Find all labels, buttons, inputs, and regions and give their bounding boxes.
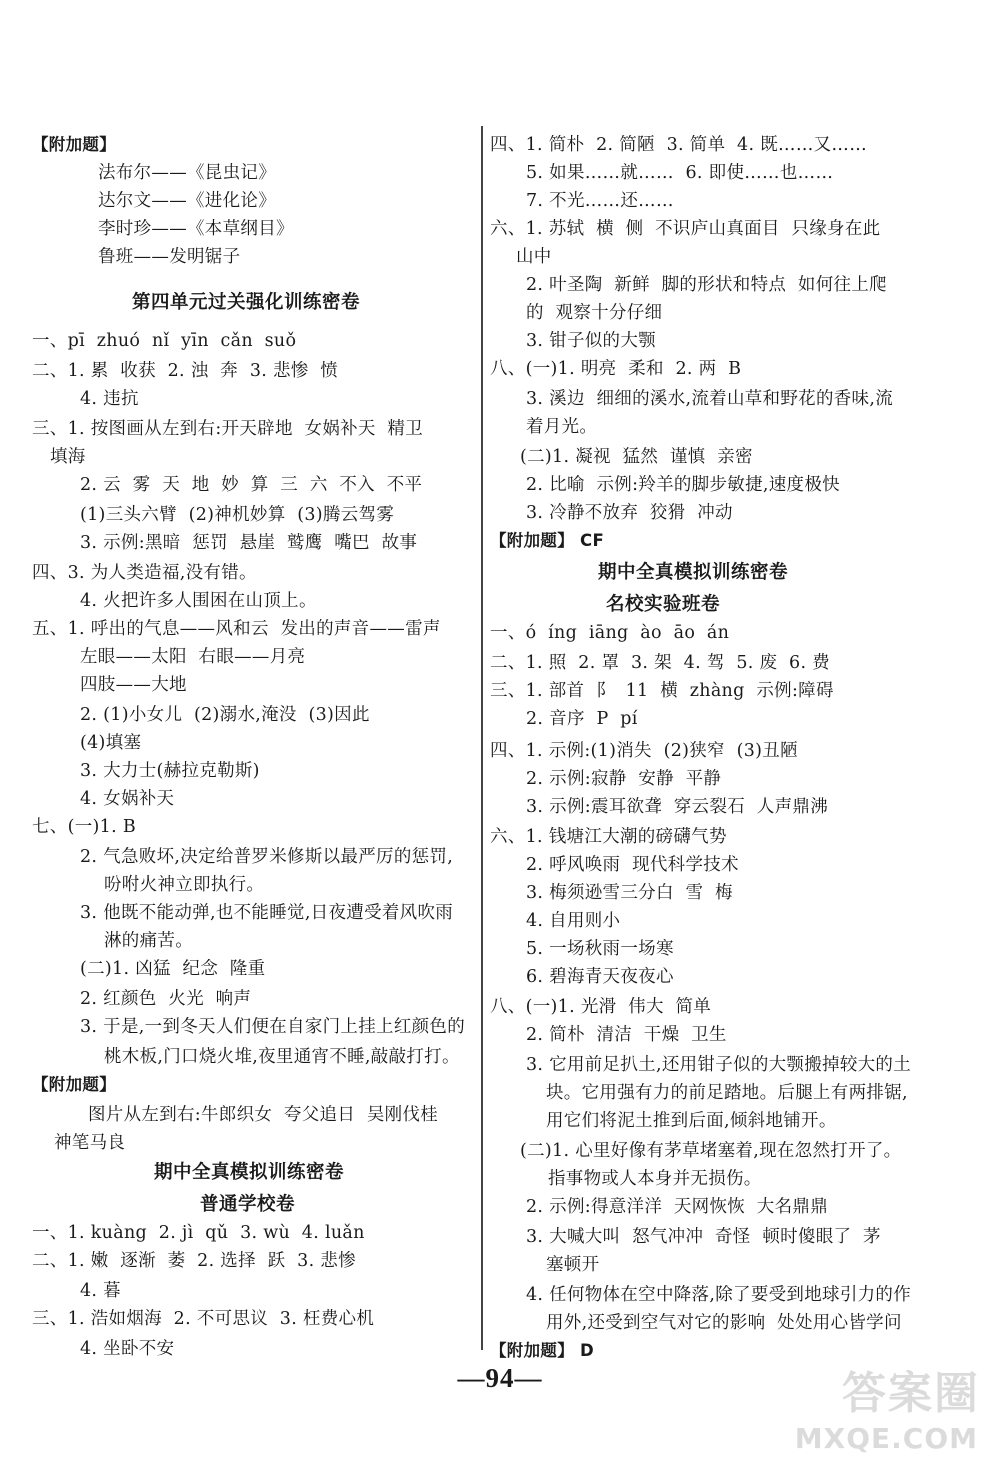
- answer-line: 四肢——大地: [80, 675, 187, 695]
- answer-line: 2. 简朴 清洁 干燥 卫生: [526, 1025, 727, 1045]
- bonus-label: 【附加题】 CF: [490, 531, 605, 550]
- answer-line: 着月光。: [526, 417, 598, 437]
- answer-line: (二)1. 凝视 猛然 谨慎 亲密: [520, 447, 753, 467]
- answer-line: 六、1. 钱塘江大潮的磅礴气势: [490, 827, 727, 847]
- answer-line: 3. 它用前足扒土,还用钳子似的大颚搬掉较大的土: [526, 1055, 912, 1075]
- answer-line: 四、1. 简朴 2. 简陋 3. 简单 4. 既……又……: [490, 135, 868, 155]
- answer-line: 神笔马良: [54, 1133, 126, 1153]
- answer-line: 李时珍——《本草纲目》: [98, 219, 294, 239]
- answer-line: 4. 自用则小: [526, 911, 621, 931]
- answer-line: 3. 溪边 细细的溪水,流着山草和野花的香味,流: [526, 389, 894, 409]
- answer-line: 指事物或人本身并无损伤。: [548, 1169, 762, 1189]
- answer-line: 六、1. 苏轼 横 侧 不识庐山真面目 只缘身在此: [490, 219, 881, 239]
- answer-line: 七、(一)1. B: [32, 817, 136, 837]
- watermark-text: 答案圈: [842, 1368, 980, 1419]
- answer-line: 的 观察十分仔细: [526, 303, 663, 323]
- answer-line: 四、1. 示例:(1)消失 (2)狭窄 (3)丑陋: [490, 741, 798, 761]
- answer-line: 4. 违抗: [80, 389, 139, 409]
- answer-line: 2. 红颜色 火光 响声: [80, 989, 252, 1009]
- answer-line: 用外,还受到空气对它的影响 处处用心皆学问: [546, 1313, 902, 1333]
- answer-line: 3. 示例:震耳欲聋 穿云裂石 人声鼎沸: [526, 797, 829, 817]
- answer-line: 八、(一)1. 明亮 柔和 2. 两 B: [490, 359, 742, 379]
- answer-line: 一、ó íng iāng ào āo án: [490, 623, 730, 643]
- section-heading: 期中全真模拟训练密卷: [154, 1162, 345, 1183]
- section-heading: 第四单元过关强化训练密卷: [132, 292, 361, 313]
- bonus-label: 【附加题】: [32, 135, 116, 154]
- section-heading: 名校实验班卷: [606, 594, 721, 615]
- answer-line: 三、1. 按图画从左到右:开天辟地 女娲补天 精卫: [32, 419, 424, 439]
- answer-line: 八、(一)1. 光滑 伟大 简单: [490, 997, 712, 1017]
- answer-line: 4. 女娲补天: [80, 789, 175, 809]
- answer-line: 达尔文——《进化论》: [98, 191, 276, 211]
- answer-line: 6. 碧海青天夜夜心: [526, 967, 674, 987]
- answer-line: 2. 呼风唤雨 现代科学技术: [526, 855, 739, 875]
- answer-line: 2. 示例:寂静 安静 平静: [526, 769, 722, 789]
- answer-line: (二)1. 凶猛 纪念 隆重: [80, 959, 266, 979]
- answer-line: 4. 坐卧不安: [80, 1339, 175, 1359]
- answer-line: 五、1. 呼出的气息——风和云 发出的声音——雷声: [32, 619, 441, 639]
- answer-line: 桃木板,门口烧火堆,夜里通宵不睡,敲敲打打。: [104, 1047, 460, 1067]
- answer-line: 山中: [516, 247, 552, 267]
- answer-line: 三、1. 浩如烟海 2. 不可思议 3. 枉费心机: [32, 1309, 375, 1329]
- answer-line: 2. 音序 P pí: [526, 709, 638, 729]
- answer-line: 3. 梅须逊雪三分白 雪 梅: [526, 883, 733, 903]
- bonus-label: 【附加题】 D: [490, 1341, 595, 1360]
- answer-line: 用它们将泥土推到后面,倾斜地铺开。: [546, 1111, 837, 1131]
- answer-line: 2. 叶圣陶 新鲜 脚的形状和特点 如何往上爬: [526, 275, 887, 295]
- answer-line: 一、pī zhuó nǐ yīn cǎn suǒ: [32, 331, 297, 351]
- bonus-label: 【附加题】: [32, 1075, 116, 1094]
- answer-line: (二)1. 心里好像有茅草堵塞着,现在忽然打开了。: [520, 1141, 902, 1161]
- answer-line: 3. 钳子似的大颚: [526, 331, 656, 351]
- answer-line: 5. 如果……就…… 6. 即使……也……: [526, 163, 834, 183]
- answer-line: 二、1. 累 收获 2. 浊 奔 3. 悲惨 愤: [32, 361, 339, 381]
- answer-line: 块。它用强有力的前足踏地。后腿上有两排锯,: [546, 1083, 908, 1103]
- column-divider: [481, 126, 483, 1350]
- answer-line: 4. 任何物体在空中降落,除了要受到地球引力的作: [526, 1285, 912, 1305]
- section-heading: 期中全真模拟训练密卷: [598, 562, 789, 583]
- answer-line: 4. 暮: [80, 1281, 121, 1301]
- answer-line: 吩咐火神立即执行。: [104, 875, 265, 895]
- answer-line: 四、3. 为人类造福,没有错。: [32, 563, 257, 583]
- answer-line: 3. 大力士(赫拉克勒斯): [80, 761, 260, 781]
- answer-line: 淋的痛苦。: [104, 931, 193, 951]
- answer-line: 一、1. kuàng 2. jì qǔ 3. wù 4. luǎn: [32, 1223, 365, 1243]
- answer-line: (4)填塞: [80, 733, 142, 753]
- answer-line: 法布尔——《昆虫记》: [98, 163, 276, 183]
- answer-line: 3. 大喊大叫 怒气冲冲 奇怪 顿时傻眼了 茅: [526, 1227, 881, 1247]
- answer-line: 填海: [50, 447, 86, 467]
- answer-line: 2. 示例:得意洋洋 天网恢恢 大名鼎鼎: [526, 1197, 829, 1217]
- answer-line: (1)三头六臂 (2)神机妙算 (3)腾云驾雾: [80, 505, 395, 525]
- answer-line: 塞顿开: [546, 1255, 600, 1275]
- answer-line: 4. 火把许多人围困在山顶上。: [80, 591, 317, 611]
- answer-line: 二、1. 照 2. 罩 3. 架 4. 驾 5. 废 6. 费: [490, 653, 830, 673]
- answer-line: 5. 一场秋雨一场寒: [526, 939, 674, 959]
- page-number: —94—: [457, 1363, 543, 1393]
- answer-line: 2. 气急败坏,决定给普罗米修斯以最严厉的惩罚,: [80, 847, 454, 867]
- answer-line: 左眼——太阳 右眼——月亮: [80, 647, 306, 667]
- answer-line: 二、1. 嫩 逐渐 萎 2. 选择 跃 3. 悲惨: [32, 1251, 356, 1271]
- answer-line: 3. 他既不能动弹,也不能睡觉,日夜遭受着风吹雨: [80, 903, 454, 923]
- answer-line: 图片从左到右:牛郎织女 夸父追日 吴刚伐桂: [88, 1105, 439, 1125]
- answer-line: 3. 冷静不放弃 狡猾 冲动: [526, 503, 733, 523]
- section-heading: 普通学校卷: [200, 1194, 296, 1215]
- answer-line: 7. 不光……还……: [526, 191, 674, 211]
- answer-line: 3. 于是,一到冬天人们便在自家门上挂上红颜色的: [80, 1017, 466, 1037]
- answer-line: 2. 云 雾 天 地 妙 算 三 六 不入 不平: [80, 475, 423, 495]
- answer-line: 3. 示例:黑暗 惩罚 悬崖 鹫鹰 嘴巴 故事: [80, 533, 418, 553]
- answer-line: 鲁班——发明锯子: [98, 247, 241, 267]
- answer-line: 三、1. 部首 阝 11 横 zhàng 示例:障碍: [490, 681, 834, 701]
- watermark-logo: [794, 1355, 984, 1455]
- answer-line: 2. (1)小女儿 (2)溺水,淹没 (3)因此: [80, 705, 370, 725]
- watermark-url: MXQE.COM: [794, 1422, 978, 1455]
- answer-line: 2. 比喻 示例:羚羊的脚步敏捷,速度极快: [526, 475, 840, 495]
